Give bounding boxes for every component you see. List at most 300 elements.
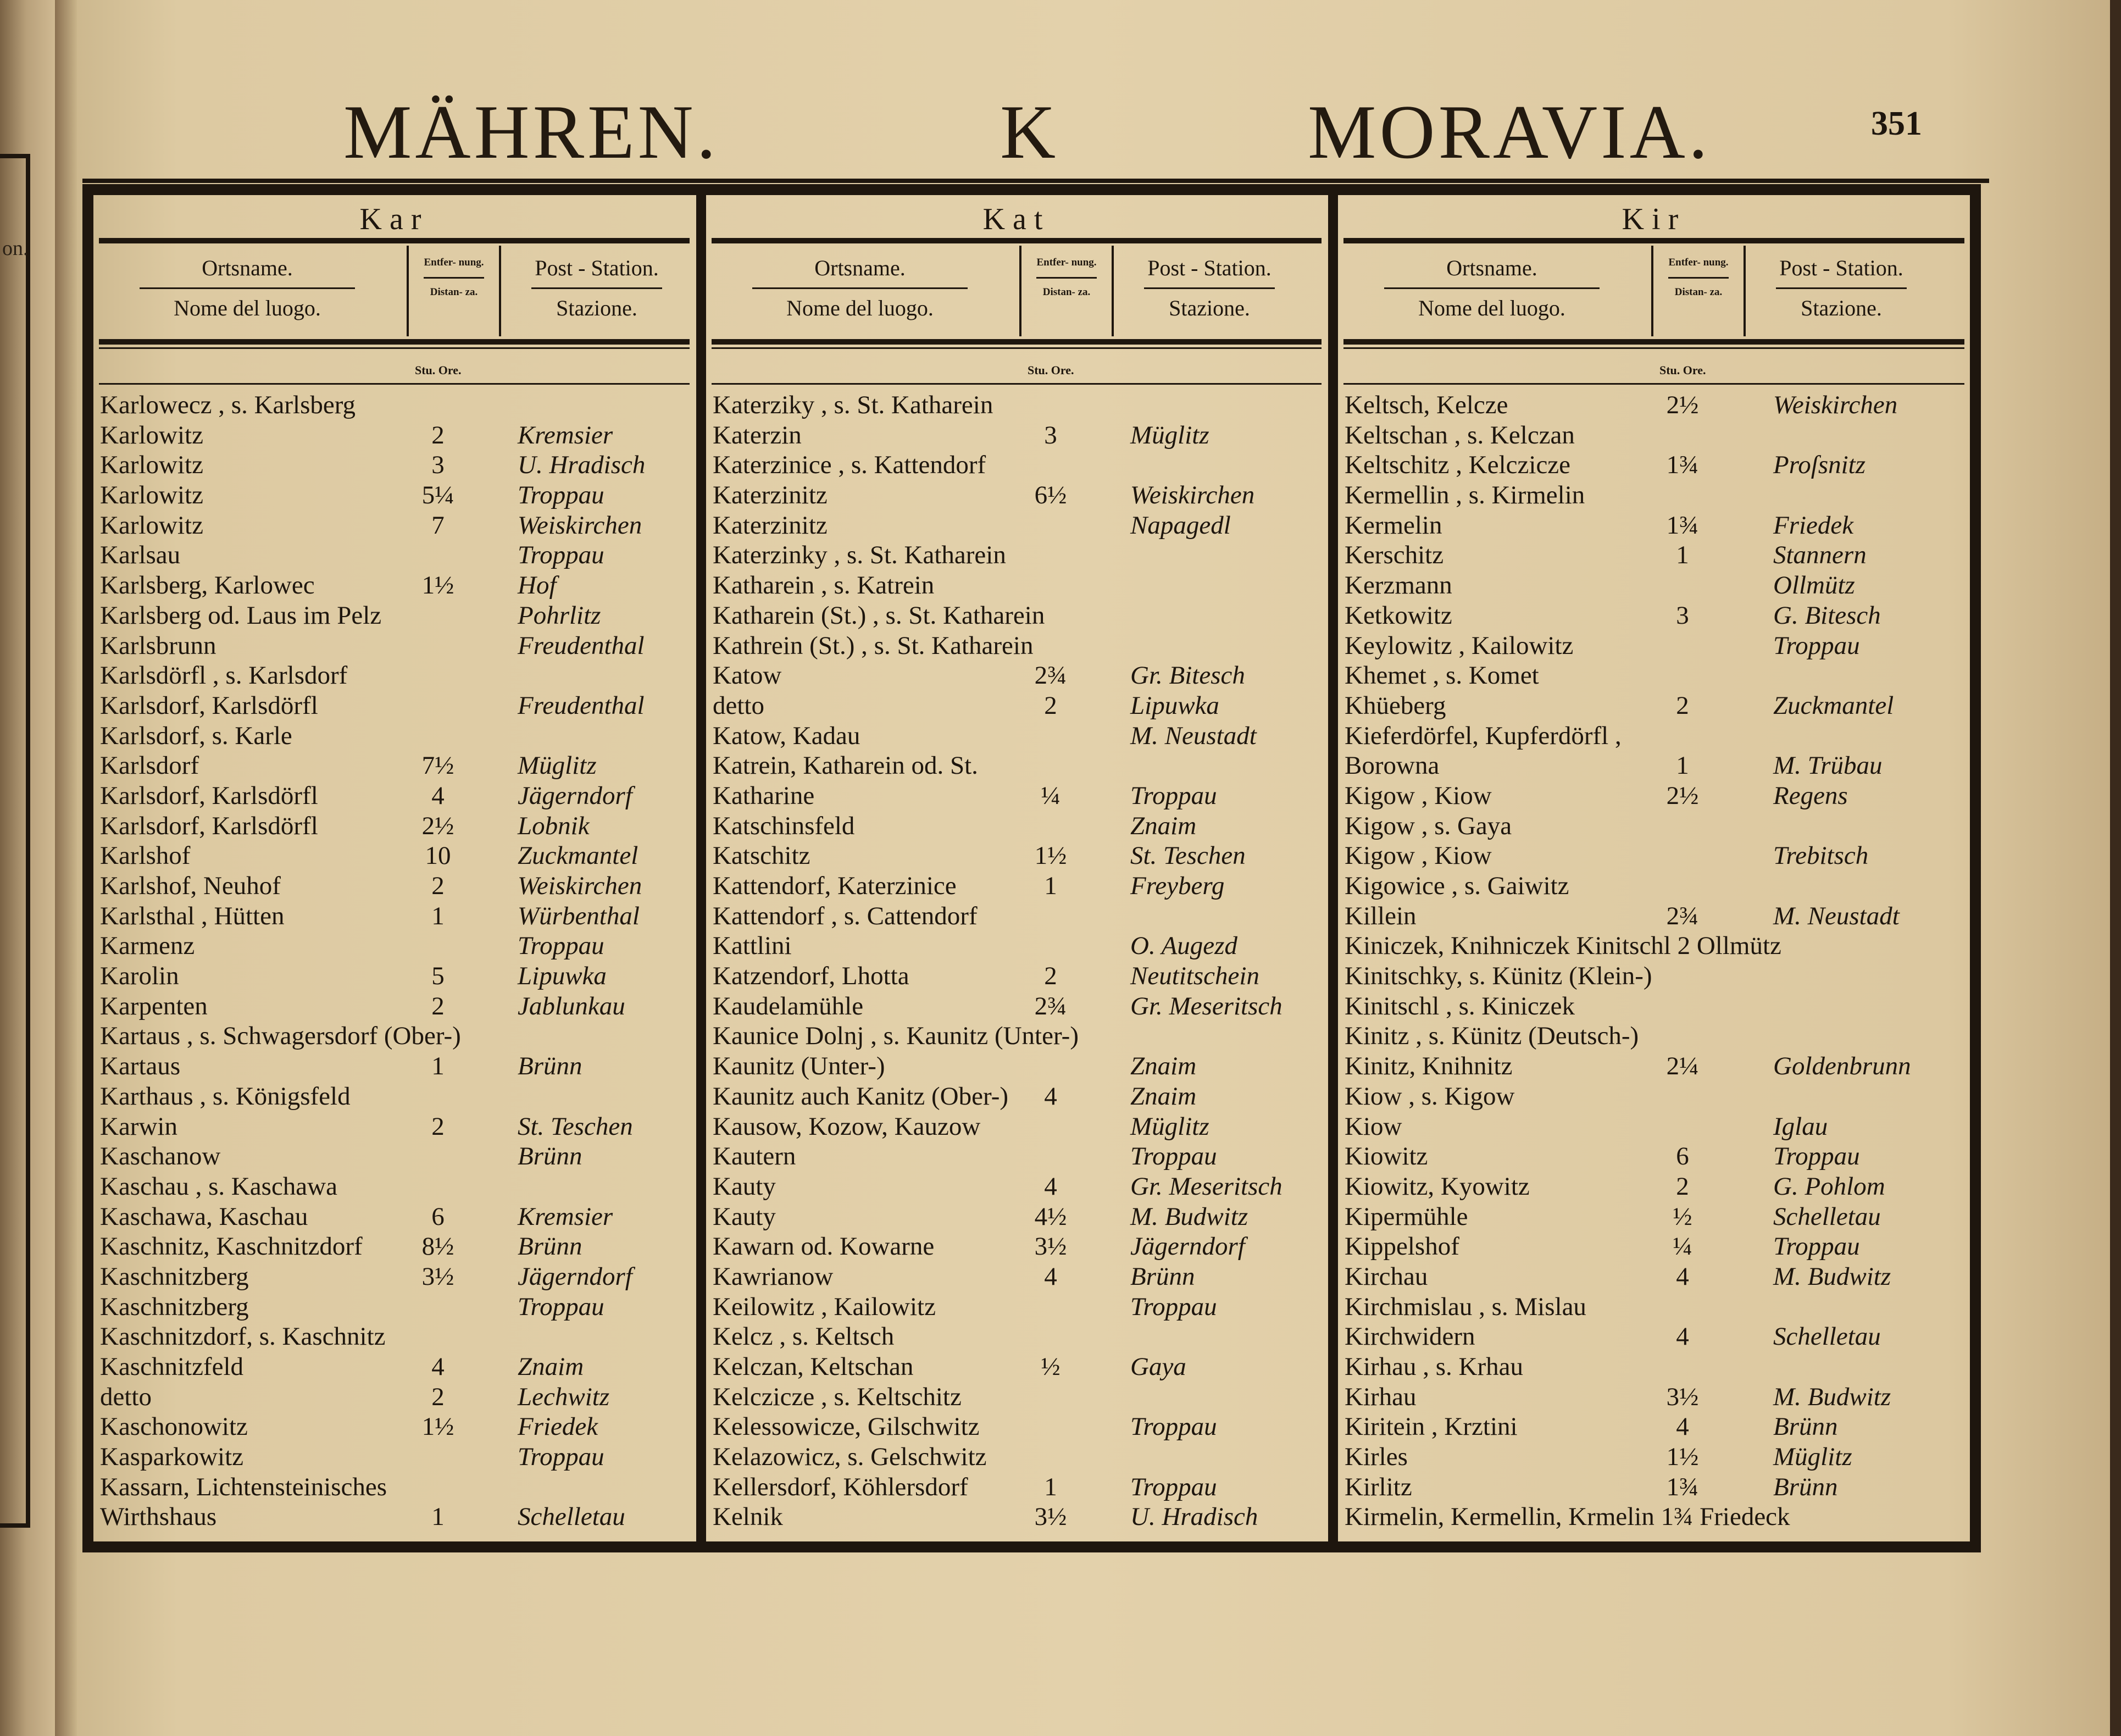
post-station-name: Freudenthal — [518, 631, 645, 660]
post-station-name: O. Augezd — [1130, 931, 1237, 961]
place-name: Kelnik — [713, 1502, 783, 1532]
post-station-name: Weiskirchen — [1130, 481, 1255, 510]
list-item — [1345, 1081, 1965, 1112]
place-name: detto — [713, 691, 764, 720]
place-name: Kaschonowitz — [100, 1412, 248, 1441]
post-station-name: Troppau — [1130, 1472, 1217, 1501]
place-name: Borowna — [1345, 751, 1440, 780]
place-name: Kigow , Kiow — [1345, 841, 1492, 870]
table-column-kat — [706, 195, 1327, 1541]
distance-value: 4 — [1676, 1322, 1689, 1351]
list-item — [713, 1292, 1323, 1322]
stazione-label: Stazione. — [1801, 296, 1882, 320]
left-page-fragment: on. — [2, 237, 29, 260]
header-separator — [1651, 246, 1653, 336]
post-station-name: Weiskirchen — [518, 511, 642, 540]
post-station-name: Jägerndorf — [518, 781, 632, 810]
unit-rule — [712, 383, 1322, 385]
distance-value: 4 — [431, 1352, 445, 1381]
post-station-name: Troppau — [518, 1292, 604, 1321]
list-item — [100, 1051, 691, 1081]
list-item — [100, 841, 691, 871]
header-dash — [1384, 287, 1600, 289]
list-item — [713, 1442, 1323, 1472]
header-dash — [140, 287, 355, 289]
place-name: Kaschnitzberg — [100, 1292, 249, 1321]
place-name: Karlsdorf, Karlsdörfl — [100, 691, 318, 720]
post-station-name: Brünn — [518, 1052, 582, 1081]
distance-value: 3½ — [1666, 1382, 1699, 1411]
place-name: Kiritein , Krztini — [1345, 1412, 1518, 1441]
entry-list — [713, 390, 1323, 1532]
column-section-title: Kat — [982, 202, 1051, 236]
place-name: Kaschnitz, Kaschnitzdorf — [100, 1232, 363, 1261]
post-station-header — [1116, 257, 1303, 320]
place-name: Kirchau — [1345, 1262, 1428, 1291]
list-item — [1345, 661, 1965, 691]
post-station-name: St. Teschen — [518, 1112, 633, 1141]
header-rule — [712, 339, 1322, 345]
list-item — [1345, 1172, 1965, 1202]
post-station-name: Trebitsch — [1773, 841, 1869, 870]
list-item — [713, 1021, 1323, 1051]
place-name: Kaschanow — [100, 1142, 221, 1171]
place-name: Keltsch, Kelcze — [1345, 391, 1508, 419]
distance-value: 2½ — [1666, 391, 1699, 419]
post-station-name: Schelletau — [1773, 1322, 1881, 1351]
place-name: Katharein (St.) , s. St. Katharein — [713, 601, 1045, 630]
post-station-name: St. Teschen — [1130, 841, 1246, 870]
distance-value: 2¾ — [1666, 901, 1699, 930]
distance-value: 8½ — [421, 1232, 454, 1261]
list-item — [100, 1232, 691, 1262]
place-name: Kauty — [713, 1172, 776, 1201]
distance-value: 2 — [1044, 962, 1057, 991]
distance-value: ¼ — [1673, 1232, 1692, 1261]
place-name: Kattendorf, Katerzinice — [713, 872, 957, 900]
distance-value: 2¼ — [1666, 1052, 1699, 1081]
distance-value: 3 — [1044, 420, 1057, 450]
frame-top-rule — [82, 179, 1989, 183]
distanza-label: Distan- za. — [430, 286, 478, 298]
header-dash — [752, 287, 968, 289]
post-station-label: Post - Station. — [1779, 256, 1903, 280]
place-name: Kauty — [713, 1202, 776, 1231]
post-station-name: Znaim — [1130, 1081, 1197, 1111]
ortsname-header — [93, 257, 401, 320]
book-page — [55, 0, 2110, 1736]
list-item — [1345, 631, 1965, 661]
distance-value: 2 — [431, 1382, 445, 1411]
list-item — [1345, 1262, 1965, 1292]
header-separator — [1019, 246, 1021, 336]
list-item — [100, 631, 691, 661]
stazione-label: Stazione. — [1169, 296, 1250, 320]
post-station-name: Schelletau — [518, 1502, 625, 1532]
distance-value: 4 — [1044, 1081, 1057, 1111]
list-item — [100, 480, 691, 511]
place-name: detto — [100, 1382, 152, 1411]
place-name: Kattendorf , s. Cattendorf — [713, 901, 978, 930]
distance-value: 5¼ — [421, 481, 454, 510]
place-name: Kigow , s. Gaya — [1345, 811, 1512, 840]
list-item — [1345, 511, 1965, 541]
list-item — [1345, 1382, 1965, 1412]
distance-value: 2½ — [421, 811, 454, 840]
place-name: Kinitz , s. Künitz (Deutsch-) — [1345, 1022, 1639, 1051]
list-item — [100, 1262, 691, 1292]
list-item — [100, 420, 691, 451]
list-item — [1345, 901, 1965, 931]
place-name: Kattlini — [713, 931, 792, 961]
place-name: Kassarn, Lichtensteinisches — [100, 1472, 387, 1501]
place-name: Keylowitz , Kailowitz — [1345, 631, 1574, 660]
place-name: Kigow , Kiow — [1345, 781, 1492, 810]
place-name: Keltschan , s. Kelczan — [1345, 420, 1575, 450]
distance-value: 1 — [1676, 541, 1689, 570]
list-item — [1345, 1352, 1965, 1382]
place-name: Kaunice Dolnj , s. Kaunitz (Unter-) — [713, 1022, 1079, 1051]
list-item — [100, 871, 691, 901]
entry-list — [1345, 390, 1965, 1532]
place-name: Khemet , s. Komet — [1345, 661, 1539, 690]
place-name: Keltschitz , Kelczicze — [1345, 451, 1571, 480]
place-name: Karolin — [100, 962, 179, 991]
place-name: Kaschawa, Kaschau — [100, 1202, 308, 1231]
list-item — [713, 420, 1323, 451]
list-item — [713, 1232, 1323, 1262]
post-station-name: Schelletau — [1773, 1202, 1881, 1231]
table-column-kar — [93, 195, 695, 1541]
distance-value: 2 — [431, 872, 445, 900]
place-name: Kinitz, Knihnitz — [1345, 1052, 1513, 1081]
post-station-name: Znaim — [1130, 1052, 1197, 1081]
post-station-name: Freyberg — [1130, 872, 1225, 900]
list-item — [713, 871, 1323, 901]
list-item — [713, 691, 1323, 721]
list-item — [100, 661, 691, 691]
list-item — [100, 961, 691, 991]
distance-value: 4 — [1044, 1172, 1057, 1201]
place-name: Karlsdorf, s. Karle — [100, 721, 292, 750]
place-name: Karlsdorf, Karlsdörfl — [100, 811, 318, 840]
post-station-name: Müglitz — [1130, 1112, 1209, 1141]
unit-rule — [99, 383, 690, 385]
list-item — [1345, 450, 1965, 480]
list-item — [100, 1502, 691, 1532]
place-name: Katerzin — [713, 420, 802, 450]
header-rule — [99, 339, 690, 345]
list-item — [100, 540, 691, 570]
post-station-name: Troppau — [1130, 781, 1217, 810]
list-item — [713, 1112, 1323, 1142]
column-divider — [1328, 195, 1338, 1541]
place-name: Kirchmislau , s. Mislau — [1345, 1292, 1586, 1321]
distance-value: 1 — [1676, 751, 1689, 780]
distance-value: 10 — [425, 841, 451, 870]
place-name: Karlsdorf, Karlsdörfl — [100, 781, 318, 810]
post-station-name: Brünn — [1130, 1262, 1195, 1291]
post-station-name: Lipuwka — [1130, 691, 1219, 720]
distance-value: 2 — [431, 420, 445, 450]
distance-value: 2 — [1044, 691, 1057, 720]
distance-value: 3½ — [1034, 1232, 1067, 1261]
list-item — [713, 841, 1323, 871]
place-name: Ketkowitz — [1345, 601, 1452, 630]
list-item — [1345, 1442, 1965, 1472]
list-item — [1345, 1051, 1965, 1081]
list-item — [713, 390, 1323, 420]
list-item — [100, 931, 691, 961]
place-name: Karlowitz — [100, 451, 203, 480]
distance-value: 4½ — [1034, 1202, 1067, 1231]
place-name: Karlshof — [100, 841, 191, 870]
nome-label: Nome del luogo. — [786, 296, 934, 320]
place-name: Katerzinice , s. Kattendorf — [713, 451, 986, 480]
post-station-header — [1748, 257, 1935, 320]
header-separator — [407, 246, 409, 336]
distance-value: 3 — [1676, 601, 1689, 630]
post-station-name: M. Neustadt — [1773, 901, 1900, 930]
page-header — [55, 88, 2110, 181]
list-item — [1345, 1232, 1965, 1262]
post-station-name: Lipuwka — [518, 962, 607, 991]
list-item — [713, 1051, 1323, 1081]
header-rule-thin — [712, 347, 1322, 349]
list-item — [1345, 1412, 1965, 1442]
place-name: Kawarn od. Kowarne — [713, 1232, 935, 1261]
list-item — [1345, 540, 1965, 570]
list-item — [1345, 1202, 1965, 1232]
post-station-name: Freudenthal — [518, 691, 645, 720]
list-item — [100, 1081, 691, 1112]
distance-value: 2 — [431, 1112, 445, 1141]
post-station-name: Brünn — [518, 1232, 582, 1261]
title-rule — [712, 238, 1322, 243]
place-name: Kaschnitzfeld — [100, 1352, 244, 1381]
post-station-name: M. Neustadt — [1130, 721, 1257, 750]
list-item — [1345, 1472, 1965, 1502]
list-item — [1345, 390, 1965, 420]
place-name: Kelcz , s. Keltsch — [713, 1322, 895, 1351]
header-separator — [1112, 246, 1114, 336]
distance-value: 4 — [1044, 1262, 1057, 1291]
post-station-name: Kremsier — [518, 1202, 613, 1231]
list-item — [713, 1202, 1323, 1232]
distance-value: 2 — [431, 991, 445, 1020]
list-item — [713, 1352, 1323, 1382]
gazetteer-table — [82, 184, 1981, 1552]
post-station-name: Troppau — [1130, 1412, 1217, 1441]
distance-value: 6 — [1676, 1142, 1689, 1171]
place-name: Katschinsfeld — [713, 811, 855, 840]
distance-value: 7½ — [421, 751, 454, 780]
header-dash — [1776, 287, 1907, 289]
list-item — [100, 601, 691, 631]
post-station-name: Troppau — [1773, 631, 1860, 660]
post-station-name: Müglitz — [1130, 420, 1209, 450]
list-item — [713, 570, 1323, 601]
list-item — [713, 721, 1323, 751]
post-station-name: Troppau — [1773, 1232, 1860, 1261]
post-station-name: U. Hradisch — [1130, 1502, 1258, 1532]
ortsname-label: Ortsname. — [1446, 256, 1537, 280]
place-name: Karlowitz — [100, 420, 203, 450]
column-section-title: Kir — [1622, 202, 1686, 236]
post-station-name: Troppau — [518, 541, 604, 570]
list-item — [100, 1352, 691, 1382]
post-station-name: Ollmütz — [1773, 571, 1855, 600]
place-name: Karlshof, Neuhof — [100, 872, 281, 900]
list-item — [100, 450, 691, 480]
list-item — [1345, 841, 1965, 871]
place-name: Karwin — [100, 1112, 177, 1141]
list-item — [1345, 691, 1965, 721]
list-item — [100, 1472, 691, 1502]
list-item — [1345, 420, 1965, 451]
place-name: Karlsdorf — [100, 751, 199, 780]
list-item — [100, 1442, 691, 1472]
place-name: Kermellin , s. Kirmelin — [1345, 481, 1585, 510]
place-name: Kaudelamühle — [713, 991, 864, 1020]
place-name: Katerzinitz — [713, 481, 828, 510]
distance-value: 1½ — [1666, 1443, 1699, 1472]
place-name: Katzendorf, Lhotta — [713, 962, 909, 991]
list-item — [1345, 1141, 1965, 1172]
place-name: Karlsthal , Hütten — [100, 901, 285, 930]
distance-value: 6½ — [1034, 481, 1067, 510]
list-item — [100, 1322, 691, 1352]
post-station-name: Brünn — [1773, 1472, 1838, 1501]
list-item — [1345, 781, 1965, 811]
post-station-name: Lobnik — [518, 811, 590, 840]
place-name: Kelczan, Keltschan — [713, 1352, 914, 1381]
place-name: Kaschau , s. Kaschawa — [100, 1172, 337, 1201]
column-section-title: Kar — [359, 202, 429, 236]
post-station-name: Friedek — [1773, 511, 1854, 540]
list-item — [100, 1172, 691, 1202]
nome-label: Nome del luogo. — [174, 296, 321, 320]
entfernung-label: Entfer- nung. — [1668, 257, 1729, 268]
header-dash — [424, 277, 484, 279]
place-name: Kaunitz auch Kanitz (Ober-) — [713, 1081, 1008, 1111]
list-item — [1345, 1292, 1965, 1322]
list-item — [1345, 1112, 1965, 1142]
list-item — [1345, 871, 1965, 901]
post-station-name: Lechwitz — [518, 1382, 610, 1411]
place-name: Karlowitz — [100, 511, 203, 540]
post-station-name: U. Hradisch — [518, 451, 646, 480]
list-item — [713, 811, 1323, 841]
list-item — [100, 1382, 691, 1412]
list-item — [713, 1172, 1323, 1202]
page-number: 351 — [1871, 105, 1922, 142]
list-item — [100, 1292, 691, 1322]
unit-label: Stu. Ore. — [1659, 363, 1706, 377]
distance-value: 1¾ — [1666, 1472, 1699, 1501]
distance-value: 1 — [431, 1502, 445, 1532]
list-item — [100, 1141, 691, 1172]
header-rule-thin — [99, 347, 690, 349]
distance-value: 1½ — [1034, 841, 1067, 870]
post-station-name: Neutitschein — [1130, 962, 1259, 991]
list-item — [100, 1112, 691, 1142]
place-name: Karlsberg, Karlowec — [100, 571, 315, 600]
distance-value: 2½ — [1666, 781, 1699, 810]
place-name: Katerzinitz — [713, 511, 828, 540]
place-name: Kerzmann — [1345, 571, 1452, 600]
post-station-name: G. Pohlom — [1773, 1172, 1885, 1201]
place-name: Katerzinky , s. St. Katharein — [713, 541, 1006, 570]
column-divider — [696, 195, 706, 1541]
header-dash — [1036, 277, 1096, 279]
entfernung-label: Entfer- nung. — [424, 257, 484, 268]
place-name: Katharine — [713, 781, 815, 810]
list-item — [713, 991, 1323, 1022]
list-item — [1345, 931, 1965, 961]
place-name: Karlsau — [100, 541, 181, 570]
list-item — [713, 751, 1323, 781]
list-item — [1345, 721, 1965, 751]
ortsname-label: Ortsname. — [814, 256, 906, 280]
place-name: Kinitschl , s. Kiniczek — [1345, 991, 1575, 1020]
header-letter: K — [1000, 90, 1059, 175]
list-item — [100, 781, 691, 811]
place-name: Kigowice , s. Gaiwitz — [1345, 872, 1569, 900]
stazione-label: Stazione. — [556, 296, 637, 320]
place-name: Kiowitz, Kyowitz — [1345, 1172, 1530, 1201]
distance-value: 1½ — [421, 571, 454, 600]
place-name: Kaschnitzdorf, s. Kaschnitz — [100, 1322, 386, 1351]
place-name: Kieferdörfel, Kupferdörfl , — [1345, 721, 1622, 750]
place-name: Katow — [713, 661, 782, 690]
list-item — [100, 811, 691, 841]
header-dash — [1668, 277, 1728, 279]
place-name: Kirles — [1345, 1443, 1408, 1472]
place-name: Kirlitz — [1345, 1472, 1412, 1501]
header-separator — [1744, 246, 1746, 336]
list-item — [100, 721, 691, 751]
distance-value: ½ — [1673, 1202, 1692, 1231]
post-station-name: Troppau — [518, 481, 604, 510]
place-name: Katschitz — [713, 841, 810, 870]
list-item — [713, 1322, 1323, 1352]
list-item — [713, 781, 1323, 811]
place-name: Karlsberg od. Laus im Pelz — [100, 601, 382, 630]
distance-value: 4 — [431, 781, 445, 810]
post-station-name: Zuckmantel — [518, 841, 638, 870]
distance-value: 6 — [431, 1202, 445, 1231]
place-name: Kasparkowitz — [100, 1443, 244, 1472]
list-item — [100, 1021, 691, 1051]
distance-value: 1½ — [421, 1412, 454, 1441]
post-station-name: Gr. Meseritsch — [1130, 991, 1282, 1020]
list-item — [1345, 751, 1965, 781]
distance-value: 3 — [431, 451, 445, 480]
post-station-name: Jägerndorf — [1130, 1232, 1245, 1261]
list-item — [100, 751, 691, 781]
list-item — [100, 991, 691, 1022]
list-item — [713, 450, 1323, 480]
place-name: Khüeberg — [1345, 691, 1446, 720]
distanza-label: Distan- za. — [1042, 286, 1091, 298]
place-name: Kellersdorf, Köhlersdorf — [713, 1472, 968, 1501]
post-station-name: M. Budwitz — [1773, 1382, 1891, 1411]
post-station-name: Friedek — [518, 1412, 598, 1441]
list-item — [713, 511, 1323, 541]
list-item — [713, 1081, 1323, 1112]
place-name: Kermelin — [1345, 511, 1442, 540]
